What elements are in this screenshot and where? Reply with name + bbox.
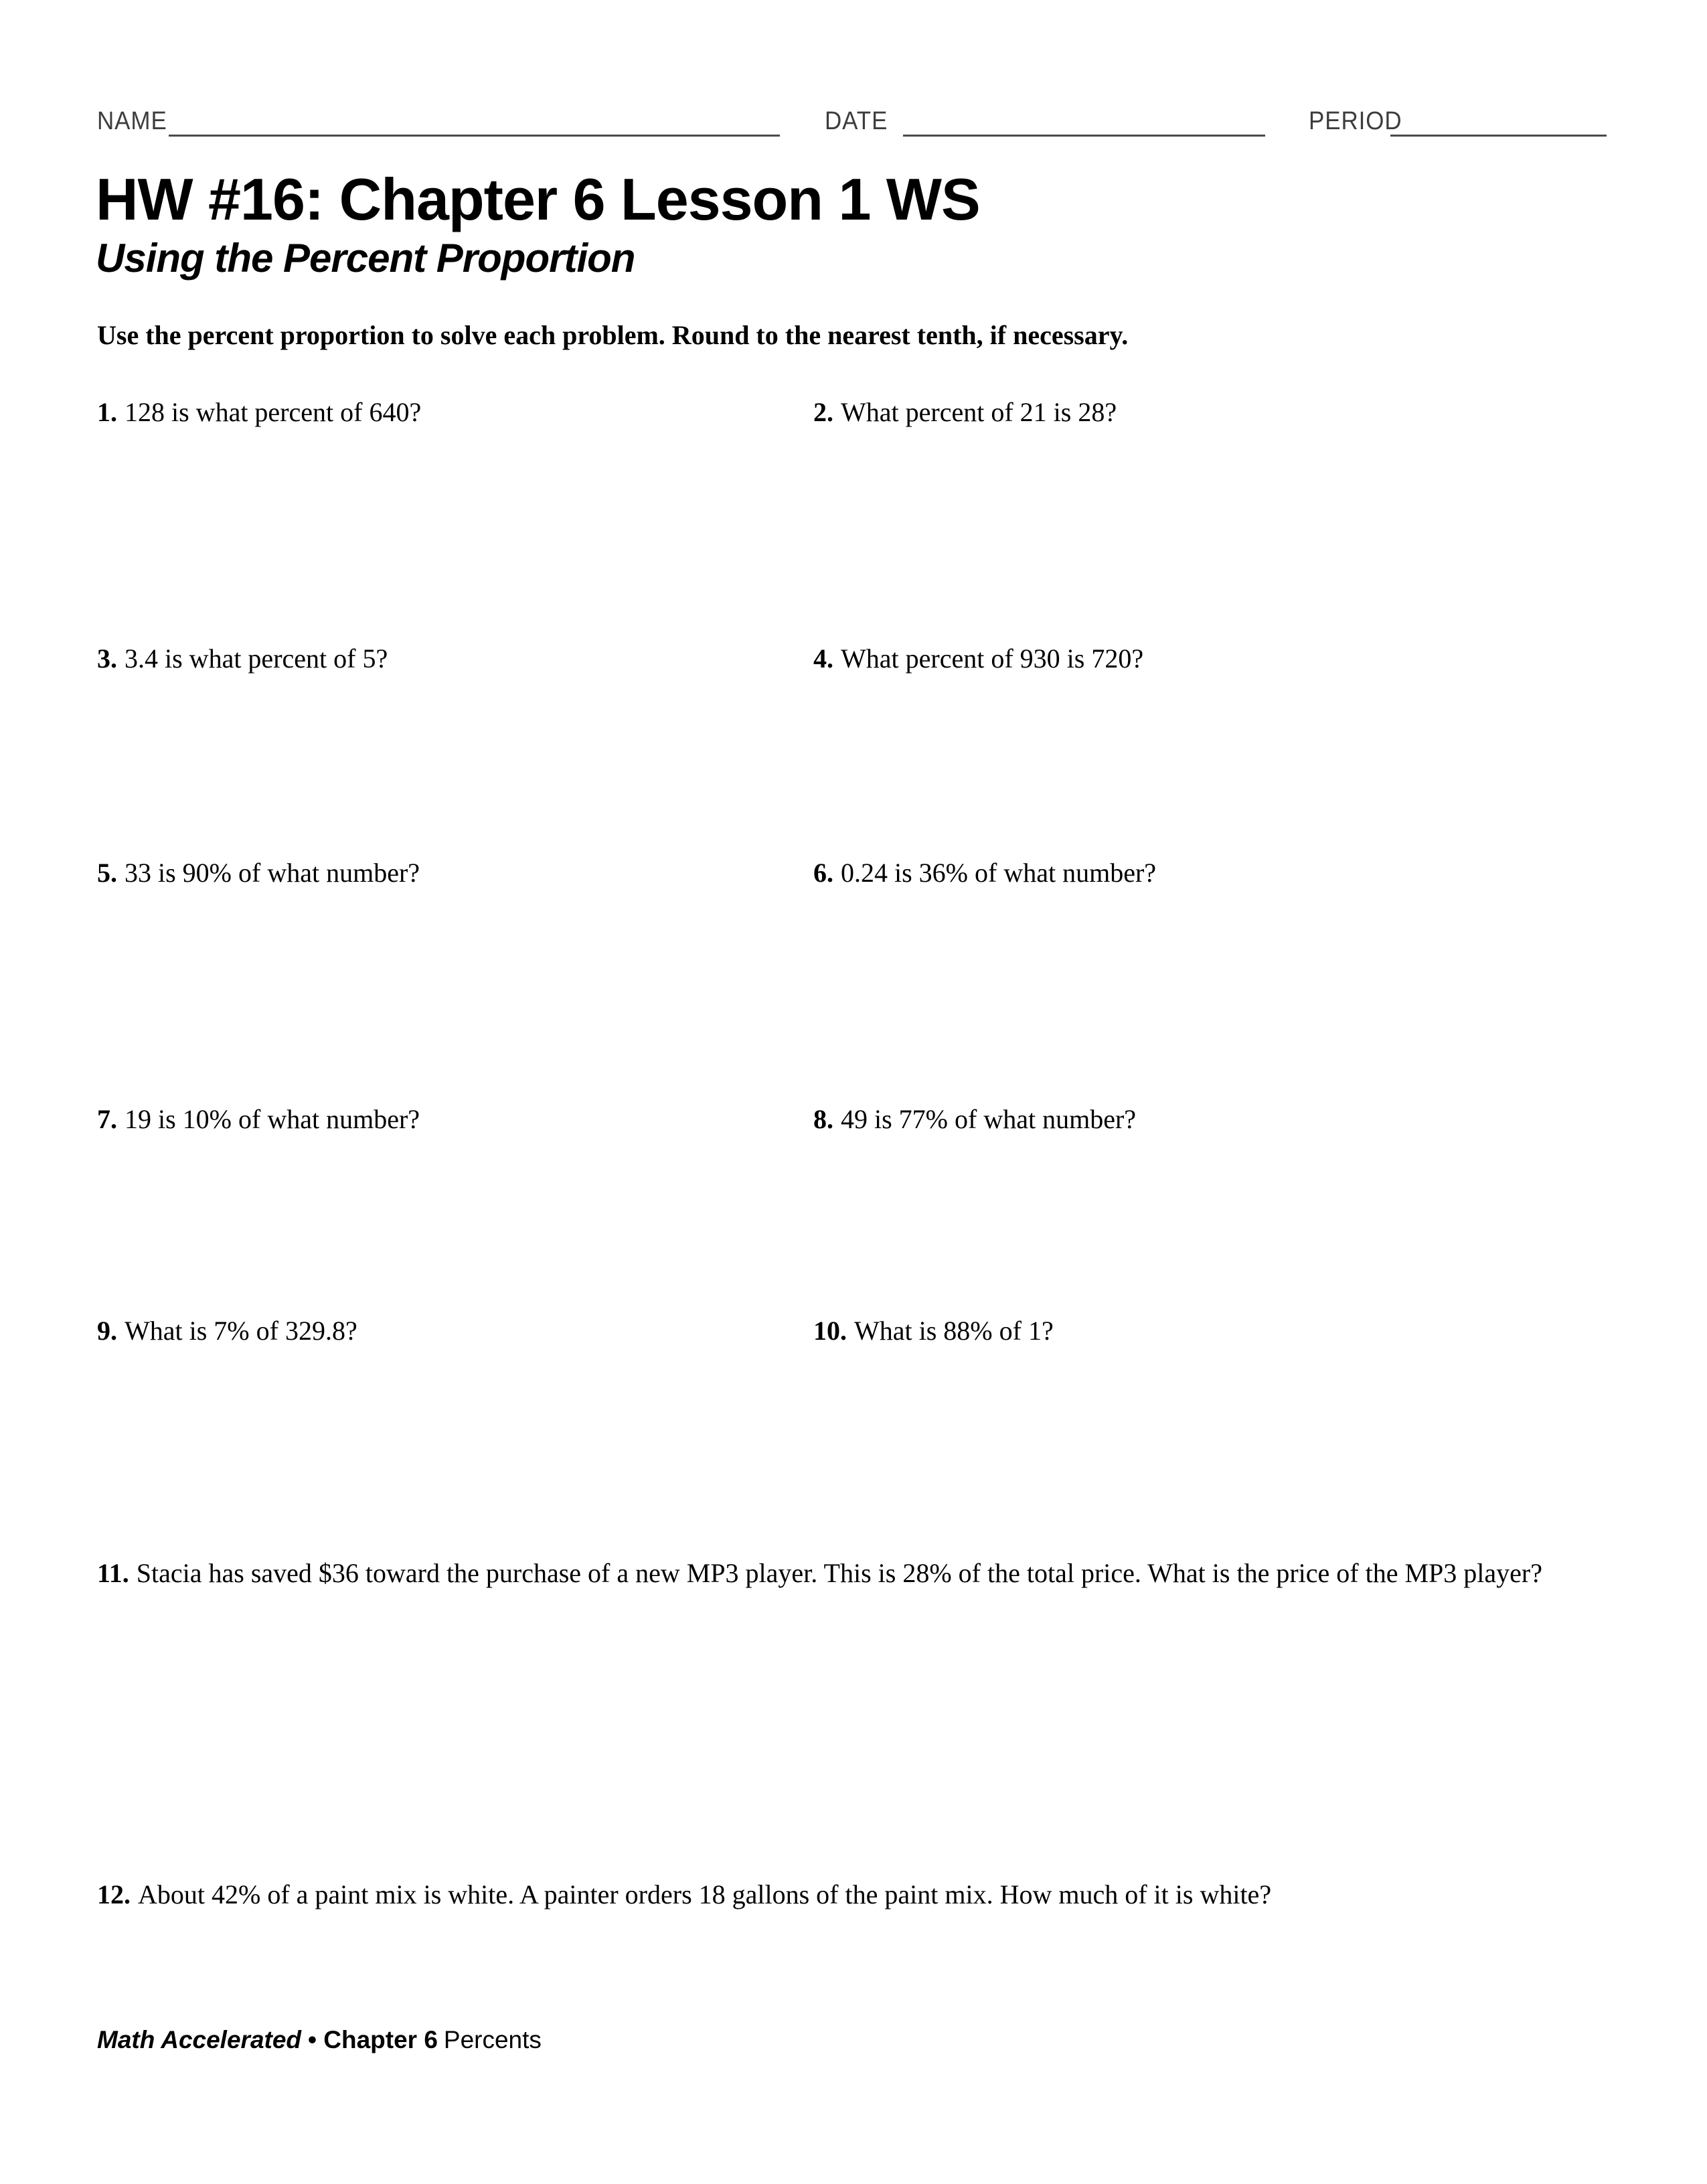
period-blank-line bbox=[1390, 0, 1607, 137]
problem-9-text: What is 7% of 329.8? bbox=[125, 1316, 357, 1346]
problem-3-number: 3. bbox=[97, 643, 117, 674]
problem-10-number: 10. bbox=[813, 1316, 847, 1346]
problem-11-text: Stacia has saved $36 toward the purchase of a new MP3 player. This is 28% of the total price. What is the price of the MP3 player? bbox=[136, 1558, 1542, 1588]
problem-8-text: 49 is 77% of what number? bbox=[841, 1104, 1137, 1134]
problem-11-number: 11. bbox=[97, 1558, 129, 1588]
problem-9-number: 9. bbox=[97, 1316, 117, 1346]
problem-12 bbox=[97, 1873, 1686, 1916]
page-footer bbox=[97, 2027, 542, 2052]
problem-6-number: 6. bbox=[813, 858, 833, 888]
problem-11 bbox=[97, 1552, 1686, 1595]
problem-8-number: 8. bbox=[813, 1104, 833, 1134]
problem-10-text: What is 88% of 1? bbox=[854, 1316, 1054, 1346]
name-blank-line bbox=[169, 0, 780, 137]
problem-4-text: What percent of 930 is 720? bbox=[841, 643, 1144, 674]
problem-6 bbox=[813, 852, 1156, 894]
problem-8 bbox=[813, 1098, 1136, 1141]
footer-chapter: • Chapter 6 bbox=[308, 2026, 438, 2053]
problem-5 bbox=[97, 852, 420, 894]
problem-7 bbox=[97, 1098, 420, 1141]
problem-3-text: 3.4 is what percent of 5? bbox=[125, 643, 388, 674]
problem-2-text: What percent of 21 is 28? bbox=[841, 397, 1117, 427]
worksheet-subtitle: Using the Percent Proportion bbox=[96, 236, 635, 281]
name-label: NAME bbox=[97, 107, 167, 135]
problem-9 bbox=[97, 1310, 357, 1352]
instructions-text: Use the percent proportion to solve each problem. Round to the nearest tenth, if necessary. bbox=[97, 320, 1129, 350]
problem-7-text: 19 is 10% of what number? bbox=[125, 1104, 420, 1134]
problem-12-number: 12. bbox=[97, 1879, 131, 1909]
problem-2-number: 2. bbox=[813, 397, 833, 427]
problem-6-text: 0.24 is 36% of what number? bbox=[841, 858, 1157, 888]
problem-5-text: 33 is 90% of what number? bbox=[125, 858, 420, 888]
worksheet-title: HW #16: Chapter 6 Lesson 1 WS bbox=[96, 166, 980, 232]
problem-5-number: 5. bbox=[97, 858, 117, 888]
problem-4-number: 4. bbox=[813, 643, 833, 674]
problem-12-text: About 42% of a paint mix is white. A painter orders 18 gallons of the paint mix. How much of it is white? bbox=[138, 1879, 1272, 1909]
footer-book-title: Math Accelerated bbox=[97, 2026, 302, 2053]
problem-2 bbox=[813, 391, 1117, 434]
date-blank-line bbox=[903, 0, 1265, 137]
date-label: DATE bbox=[825, 107, 888, 135]
problem-1-number: 1. bbox=[97, 397, 117, 427]
problem-4 bbox=[813, 637, 1143, 680]
problem-10 bbox=[813, 1310, 1054, 1352]
problem-7-number: 7. bbox=[97, 1104, 117, 1134]
period-label: PERIOD bbox=[1309, 107, 1402, 135]
problem-1 bbox=[97, 391, 421, 434]
problem-3 bbox=[97, 637, 388, 680]
footer-section: Percents bbox=[443, 2026, 542, 2053]
problem-1-text: 128 is what percent of 640? bbox=[125, 397, 422, 427]
